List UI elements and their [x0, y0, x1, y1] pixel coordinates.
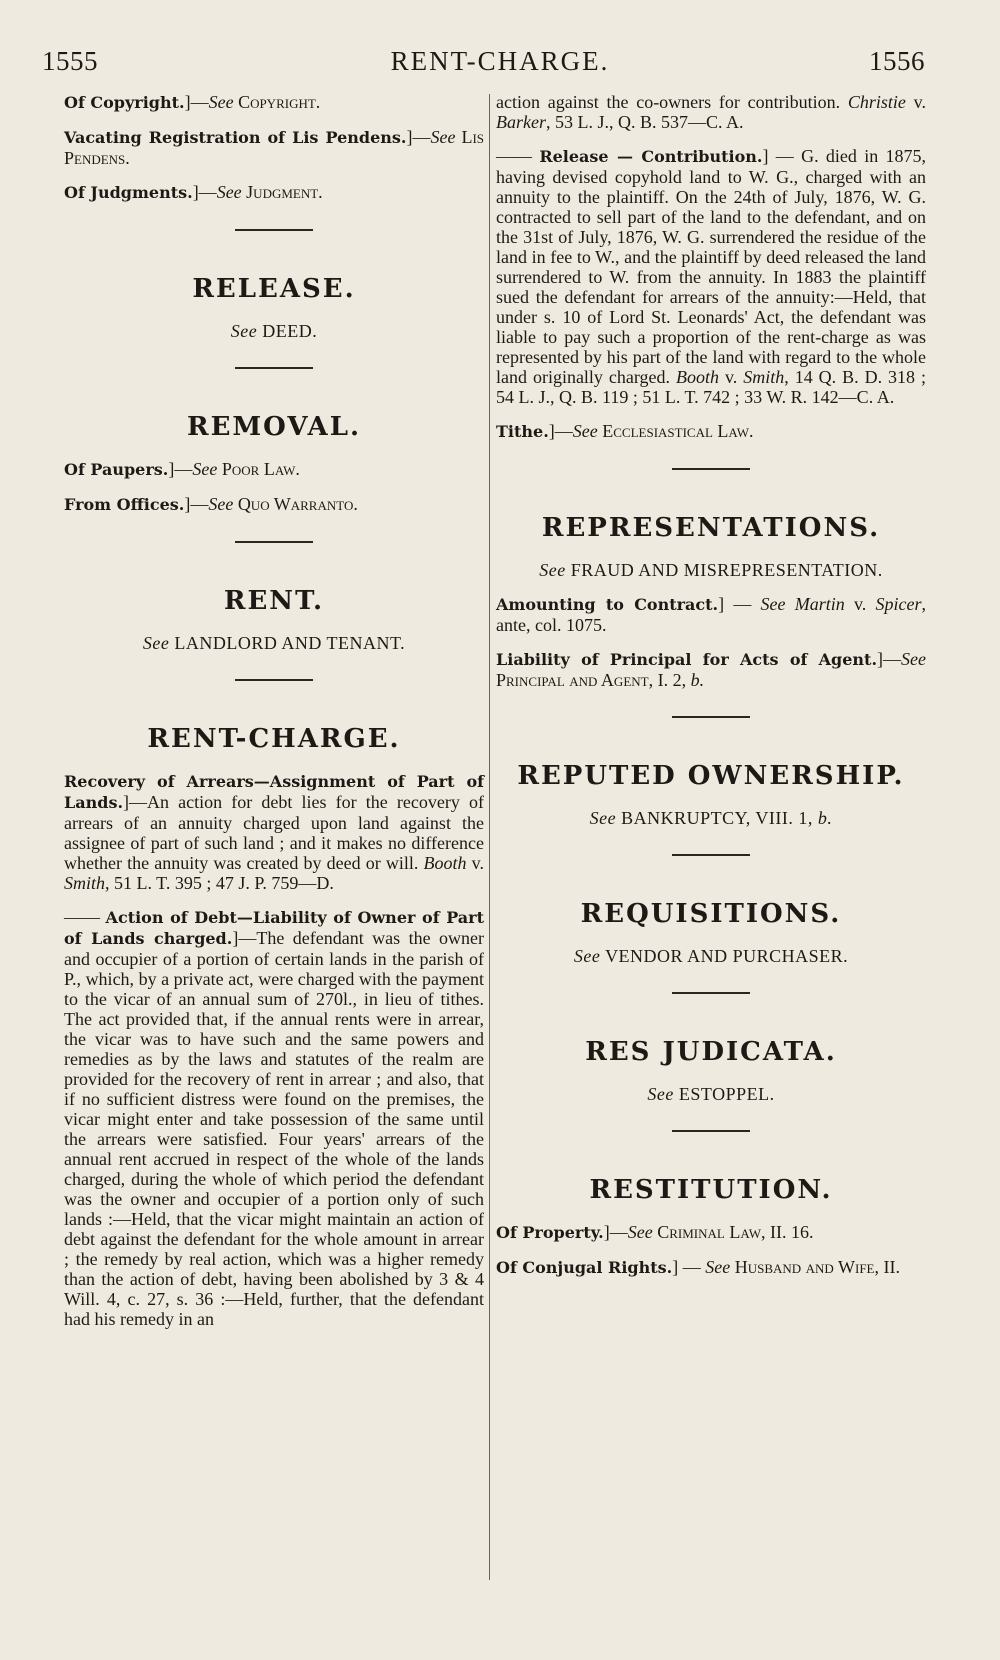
heading-res-judicata: RES JUDICATA. [585, 1037, 837, 1067]
paragraph-recovery-of-arrears: Recovery of Arrears—Assignment of Part of Lands.]—An action for debt lies for the recovery of arrears of an annuity charged upon land against the assignee of part of such land ; and it makes no difference whether the annuity was created by deed or will. Booth v. Smith, 51 L. T. 395 ; 47 J. P. 759—D. [64, 772, 485, 893]
citation: , 53 L. J., Q. B. 537—C. A. [545, 112, 744, 132]
entry-head: From Offices. [64, 495, 185, 514]
cross-reference-tail: II. [878, 1257, 900, 1277]
entry-liability-of-principal: Liability of Principal for Acts of Agent.]—See Principal and Agent, I. 2, b. [496, 649, 926, 690]
column-divider [489, 94, 490, 1580]
cross-reference: Criminal Law, [657, 1222, 766, 1242]
see-word: See [901, 649, 926, 669]
entry-head: Of Copyright. [64, 93, 185, 112]
see-rent [64, 633, 484, 653]
see-word: See [647, 1084, 674, 1104]
case-party: Smith [743, 367, 785, 387]
case-versus: v. [719, 367, 744, 387]
entry-head: Action of Debt—Liability of Owner of Part of Lands charged. [64, 908, 484, 948]
entry-copyright: Of Copyright.]—See Copyright. [64, 92, 321, 112]
heading-release: RELEASE. [192, 274, 356, 304]
entry-head: Of Property. [496, 1223, 604, 1242]
case-party: Booth [676, 367, 719, 387]
entry-of-conjugal-rights: Of Conjugal Rights.] — See Husband and Wife, II. [496, 1257, 900, 1277]
paragraph-continuation [496, 92, 926, 132]
cross-reference: Principal and Agent, [496, 670, 654, 690]
ditto-dash: —— [496, 146, 532, 166]
running-head: RENT-CHARGE. [390, 46, 610, 76]
see-release [64, 321, 484, 341]
cross-reference: Poor Law. [221, 459, 300, 479]
see-word: See [539, 560, 566, 580]
cross-reference: Lis Pendens. [64, 127, 485, 168]
section-rule [672, 854, 750, 856]
entry-vacating: Vacating Registration of Lis Pendens.]—See Lis Pendens. [64, 127, 485, 168]
section-rule [672, 1130, 750, 1132]
cross-reference: VENDOR AND PURCHASER. [605, 946, 849, 966]
entry-head: Of Conjugal Rights. [496, 1258, 673, 1277]
case-party: Spicer [875, 594, 922, 614]
case-party: Martin [794, 594, 845, 614]
entry-head: Vacating Registration of Lis Pendens. [64, 128, 407, 147]
cross-reference: Judgment. [246, 182, 323, 202]
case-versus: v. [844, 594, 876, 614]
entry-head: Liability of Principal for Acts of Agent. [496, 650, 878, 669]
entry-amounting-to-contract: Amounting to Contract.] — See Martin v. Spicer, ante, col. 1075. [496, 594, 927, 635]
see-word: See [589, 808, 617, 828]
ditto-dash: —— [64, 907, 100, 927]
see-representations [496, 560, 926, 580]
cross-reference-tail: I. 2, [653, 670, 691, 690]
cross-reference: LANDLORD AND TENANT. [174, 633, 406, 653]
cross-reference: Ecclesiastical Law. [602, 421, 754, 441]
see-reputed-ownership [496, 808, 926, 828]
case-party: Christie [847, 92, 906, 112]
entry-head: Recovery of Arrears—Assignment of Part of Lands. [64, 772, 484, 812]
cross-reference: DEED. [262, 321, 318, 341]
entry-head: Amounting to Contract. [496, 595, 719, 614]
cross-reference: ESTOPPEL. [678, 1084, 775, 1104]
paragraph-release-contribution: —— Release — Contribution.] — G. died in 1875, having devised copyhold land to W. G., charged with an annuity to the plaintiff. On the 24th of July, 1876, W. G. contracted to sell part of the land to the defendant, and on the 31st of July, 1876, W. G. surrendered the residue of the land in fee to W., and the plaintiff by deed released the land surrendered to W. from the annuity. In 1883 the plaintiff sued the defendant for arrears of the annuity:—Held, that under s. 10 of Lord St. Leonards' Act, the defendant was liable to pay such a proportion of the rent-charge as was represented by his part of the land with regard to the whole land originally charged. Booth v. Smith, 14 Q. B. D. 318 ; 54 L. J., Q. B. 119 ; 51 L. T. 742 ; 33 W. R. 142—C. A. [496, 146, 927, 407]
see-word: See [573, 946, 601, 966]
section-rule [235, 679, 313, 681]
see-word: See [572, 421, 598, 441]
section-rule [672, 992, 750, 994]
see-word: See [705, 1257, 731, 1277]
heading-representations: REPRESENTATIONS. [541, 513, 881, 543]
citation: , 51 L. T. 395 ; 47 J. P. 759—D. [105, 873, 334, 893]
case-versus: v. [905, 92, 927, 112]
paragraph-text: —An action for debt lies for the recovery of arrears of an annuity charged upon land against the assignee of part of such land ; and it makes no difference whether the annuity was created by deed or will. [64, 792, 484, 873]
heading-requisitions: REQUISITIONS. [580, 899, 842, 929]
see-word: See [230, 321, 258, 341]
paragraph-text: action against the co-owners for contribution. [496, 92, 841, 112]
cross-reference: FRAUD AND MISREPRESENTATION. [570, 560, 883, 580]
cross-reference: Quo Warranto. [237, 494, 358, 514]
cross-reference: Copyright. [238, 92, 321, 112]
citation: , ante, col. 1075. [496, 594, 927, 635]
case-versus: v. [466, 853, 485, 873]
right-page-number: 1556 [869, 46, 925, 76]
entry-paupers: Of Paupers.]—See Poor Law. [64, 459, 300, 479]
entry-head: Of Paupers. [64, 460, 169, 479]
case-party: Smith [64, 873, 106, 893]
heading-rent-charge: RENT-CHARGE. [147, 724, 401, 754]
section-rule [235, 367, 313, 369]
see-word: See [760, 594, 786, 614]
case-party: Barker [496, 112, 546, 132]
heading-reputed-ownership: REPUTED OWNERSHIP. [517, 761, 905, 791]
paragraph-text: — G. died in 1875, having devised copyhold land to W. G., charged with an annuity to the plaintiff. On the 24th of July, 1876, W. G. contracted to sell part of the land to the defendant, and on the 31st of July, 1876, W. G. surrendered the residue of the land in fee to W., and the plaintiff by deed released the land surrendered to W. from the annuity. In 1883 the plaintiff sued the defendant for arrears of the annuity:—Held, that under s. 10 of Lord St. Leonards' Act, the defendant was liable to pay such a proportion of the rent-charge as was represented by his part of the land with regard to the whole land originally charged. [496, 146, 927, 387]
section-rule [672, 468, 750, 470]
see-word: See [208, 92, 234, 112]
section-rule [672, 716, 750, 718]
cross-reference-letter: b. [817, 808, 833, 828]
see-word: See [192, 459, 218, 479]
heading-restitution: RESTITUTION. [589, 1175, 833, 1205]
see-word: See [216, 182, 242, 202]
paragraph-text: —The defendant was the owner and occupier of a portion of certain lands in the parish of P., which, by a private act, were charged with the payment to the vicar of an annual sum of 270l., in lieu of tithes. The act provided that, if the annual rents were in arrear, the vicar was to have such and the same powers and remedies as by the laws and statutes of the realm are provided for the recovery of rent in arrear ; and also, that if no sufficient distress were found on the premises, the vicar might enter and take possession of the same until the arrears were satisfied. Four years' arrears of the annual rent accrued in respect of the whole of the lands charged, during the whole of which period the defendant was the owner and occupier of a portion only of such lands :—Held, that the vicar might maintain an action of debt against the defendant for the whole amount in arrear ; the remedy by real action, which was a higher remedy than the action of debt, having been abolished by 3 & 4 Will. 4, c. 27, s. 36 :—Held, further, that the defendant had his remedy in an [64, 928, 485, 1329]
entry-of-property: Of Property.]—See Criminal Law, II. 16. [496, 1222, 814, 1242]
see-word: See [208, 494, 234, 514]
case-party: Booth [423, 853, 467, 873]
left-column [64, 92, 484, 1343]
see-word: See [627, 1222, 653, 1242]
see-word: See [430, 127, 456, 147]
see-res-judicata [496, 1084, 926, 1104]
left-page-number: 1555 [42, 46, 98, 76]
section-rule [235, 229, 313, 231]
entry-tithe: Tithe.]—See Ecclesiastical Law. [496, 421, 754, 441]
section-rule [235, 541, 313, 543]
heading-rent: RENT. [223, 586, 325, 616]
see-word: See [142, 633, 170, 653]
citation: , 14 Q. B. D. 318 ; 54 L. J., Q. B. 119 ; 51 L. T. 742 ; 33 W. R. 142—C. A. [496, 367, 926, 407]
entry-offices: From Offices.]—See Quo Warranto. [64, 494, 358, 514]
entry-head: Of Judgments. [64, 183, 193, 202]
heading-removal: REMOVAL. [186, 412, 362, 442]
cross-reference: BANKRUPTCY, VIII. 1, [621, 808, 818, 828]
entry-judgments: Of Judgments.]—See Judgment. [64, 182, 323, 202]
paragraph-action-of-debt: —— Action of Debt—Liability of Owner of Part of Lands charged.]—The defendant was the owner and occupier of a portion of certain lands in the parish of P., which, by a private act, were charged with the payment to the vicar of an annual sum of 270l., in lieu of tithes. The act provided that, if the annual rents were in arrear, the vicar was to have such and the same powers and remedies as by the laws and statutes of the realm are provided for the recovery of rent in arrear ; and also, that if no sufficient distress were found on the premises, the vicar might enter and take possession of the same until the arrears were satisfied. Four years' arrears of the annual rent accrued in respect of the whole of the lands charged, during the whole of which period the defendant was the owner and occupier of a portion only of such lands :—Held, that the vicar might maintain an action of debt against the defendant for the whole amount in arrear ; the remedy by real action, which was a higher remedy than the action of debt, having been abolished by 3 & 4 Will. 4, c. 27, s. 36 :—Held, further, that the defendant had his remedy in an [64, 907, 485, 1329]
see-requisitions [496, 946, 926, 966]
entry-head: Tithe. [496, 422, 549, 441]
cross-reference-tail: II. 16. [765, 1222, 814, 1242]
cross-reference-letter: b. [690, 670, 705, 690]
right-column [496, 92, 926, 1292]
cross-reference: Husband and Wife, [734, 1257, 879, 1277]
entry-head: Release — Contribution. [539, 147, 763, 166]
